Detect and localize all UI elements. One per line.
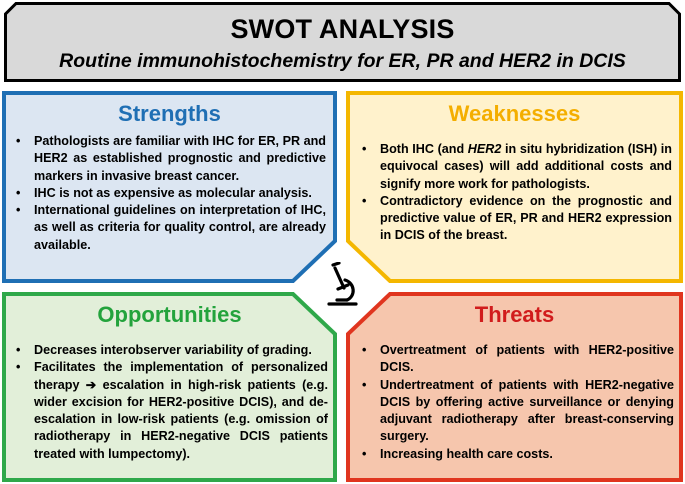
gene-name: HER2: [467, 142, 502, 156]
opportunities-title: Opportunities: [97, 302, 242, 327]
weaknesses-item: • Contradictory evidence on the prognostic and predictive value of ER, PR and HER2 expression in DCIS of the breast.: [358, 193, 672, 245]
threats-panel: [346, 292, 683, 482]
opportunities-list: [12, 342, 328, 463]
weaknesses-title: Weaknesses: [448, 101, 581, 126]
threats-list: [358, 342, 674, 463]
strengths-title: Strengths: [118, 101, 221, 126]
opportunities-item: • Decreases interobserver variability of grading.: [12, 342, 328, 359]
threats-item: • Overtreatment of patients with HER2-positive DCIS.: [358, 342, 674, 377]
threats-title: Threats: [474, 302, 555, 327]
strengths-item: • International guidelines on interpretation of IHC, as well as criteria for quality control, are already available.: [12, 202, 326, 254]
opportunities-panel: [2, 292, 337, 482]
strengths-list: [12, 133, 326, 254]
microscope-icon: [323, 262, 361, 308]
opportunities-item: • Facilitates the implementation of personalized therapy ➔ escalation in high-risk patients (e.g. wider excision for HER2-positive DCIS), and de-escalation in low-risk patients (e.g. omission of radiotherapy in HER2-negative DCIS patients treated with lumpectomy).: [12, 359, 328, 463]
strengths-item: • IHC is not as expensive as molecular analysis.: [12, 185, 326, 202]
weaknesses-list: [358, 141, 672, 245]
weaknesses-panel: [346, 91, 683, 283]
page-title: SWOT ANALYSIS: [230, 14, 455, 44]
swot-header: [4, 2, 681, 82]
strengths-item: • Pathologists are familiar with IHC for ER, PR and HER2 as established prognostic and predictive markers in invasive breast cancer.: [12, 133, 326, 185]
strengths-panel: [2, 91, 337, 283]
threats-item: • Undertreatment of patients with HER2-negative DCIS by offering active surveillance or denying adjuvant radiotherapy after breast-conserving surgery.: [358, 377, 674, 446]
weaknesses-item: • Both IHC (and HER2 in situ hybridization (ISH) in equivocal cases) will add additional costs and signify more work for pathologists.: [358, 141, 672, 193]
arrow-icon: ➔: [85, 377, 97, 392]
page-subtitle: Routine immunohistochemistry for ER, PR and HER2 in DCIS: [59, 50, 626, 72]
threats-item: • Increasing health care costs.: [358, 446, 674, 463]
